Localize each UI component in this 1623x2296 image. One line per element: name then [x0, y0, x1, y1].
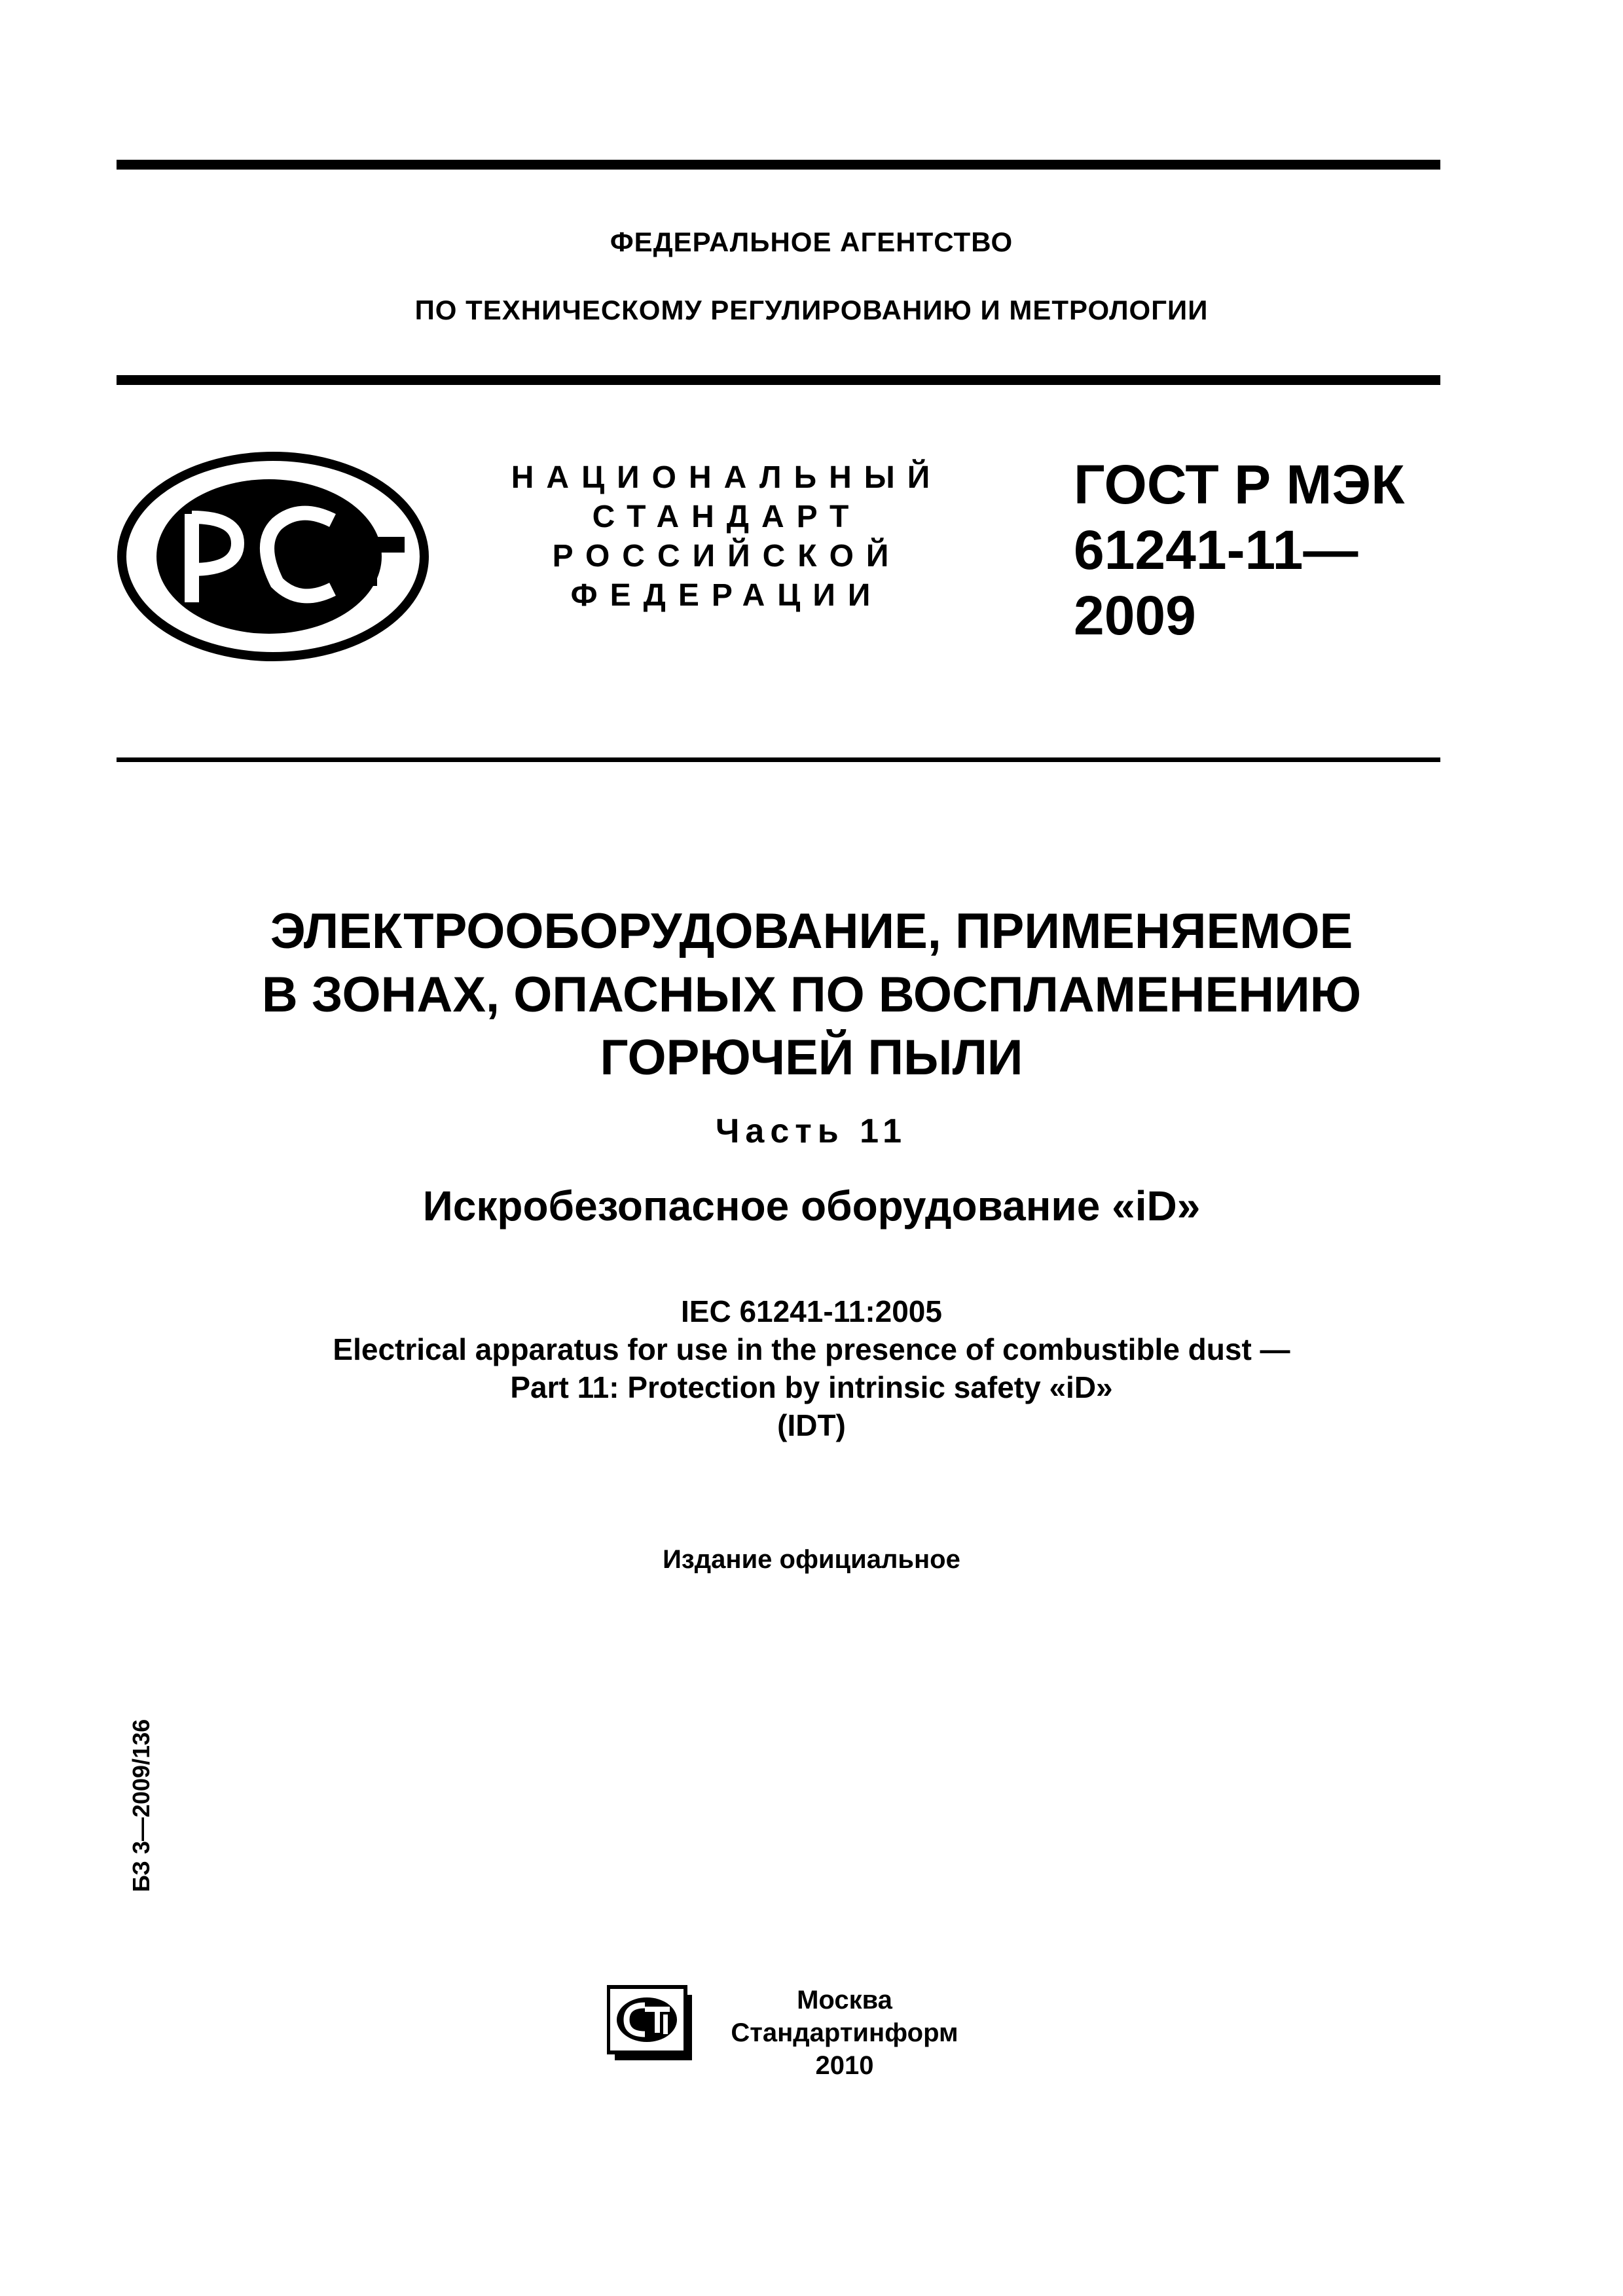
national-standard-line-2: СТАНДАРТ	[592, 500, 862, 534]
publisher-city: Москва	[797, 1986, 892, 2014]
iec-code: IEC 61241-11:2005	[681, 1294, 942, 1328]
publication-year: 2010	[815, 2051, 874, 2080]
side-mark: БЗ 3—2009/136	[128, 1719, 155, 1892]
designation-line-1: ГОСТ Р МЭК	[1074, 454, 1405, 515]
agency-line-1: ФЕДЕРАЛЬНОЕ АГЕНТСТВО	[610, 227, 1013, 257]
iec-title-line-1: Electrical apparatus for use in the presence of combustible dust —	[333, 1332, 1290, 1366]
iec-title-line-2: Part 11: Protection by intrinsic safety «iD»	[510, 1370, 1113, 1404]
national-standard-line-1: НАЦИОНАЛЬНЫЙ	[511, 460, 943, 495]
agency-line-2: ПО ТЕХНИЧЕСКОМУ РЕГУЛИРОВАНИЮ И МЕТРОЛОГИИ	[414, 295, 1209, 325]
publisher-name: Стандартинформ	[731, 2018, 958, 2047]
gost-r-pct-logo-icon	[117, 452, 429, 661]
national-standard-label	[504, 458, 949, 615]
title-line-1: ЭЛЕКТРООБОРУДОВАНИЕ, ПРИМЕНЯЕМОЕ	[270, 903, 1353, 959]
divider-rule	[117, 757, 1440, 762]
part-number: Часть 11	[715, 1112, 908, 1150]
header-rule	[117, 375, 1440, 385]
designation-line-2: 61241-11—	[1074, 519, 1359, 581]
publisher-block	[727, 1984, 962, 2082]
subtitle: Искробезопасное оборудование «iD»	[422, 1182, 1201, 1230]
designation-line-3: 2009	[1074, 585, 1196, 646]
equivalence-degree: (IDT)	[777, 1408, 846, 1442]
standard-designation	[1074, 452, 1440, 648]
title-line-3: ГОРЮЧЕЙ ПЫЛИ	[600, 1030, 1023, 1085]
edition-label: Издание официальное	[663, 1545, 960, 1574]
standartinform-logo-icon	[607, 1980, 699, 2066]
national-standard-line-4: ФЕДЕРАЦИИ	[570, 578, 883, 613]
national-standard-line-3: РОССИЙСКОЙ	[552, 539, 902, 574]
title-line-2: В ЗОНАХ, ОПАСНЫХ ПО ВОСПЛАМЕНЕНИЮ	[261, 967, 1362, 1023]
top-rule	[117, 160, 1440, 170]
